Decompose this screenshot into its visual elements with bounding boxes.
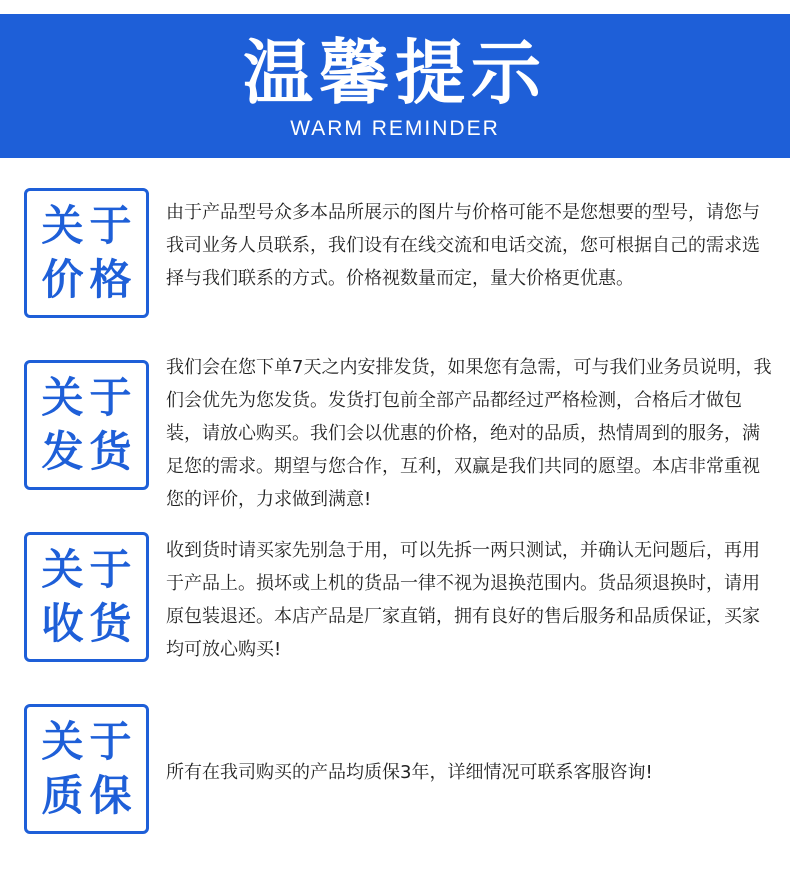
section-label-line1: 关于	[41, 717, 138, 766]
section-label-line1: 关于	[41, 545, 138, 594]
section-label-line2: 质保	[41, 771, 138, 820]
section-text: 所有在我司购买的产品均质保3年，详细情况可联系客服咨询!	[166, 762, 653, 783]
section-text: 我们会在您下单7天之内安排发货，如果您有急需，可与我们业务员说明，我们会优先为您发货。发货打包前全部产品都经过严格检测，合格后才做包装，请放心购买。我们会以优惠的价格，绝对的品质，热情周到的服务，满足您的需求。期望与您合作，互利，双赢是我们共同的愿望。本店非常重视您的评价，力求做到满意!	[166, 357, 772, 510]
section-label-box	[24, 188, 149, 318]
section-label-line2: 发货	[41, 427, 138, 476]
section-text: 收到货时请买家先别急于用，可以先拆一两只测试，并确认无问题后，再用于产品上。损坏或上机的货品一律不视为退换范围内。货品须退换时，请用原包装退还。本店产品是厂家直销，拥有良好的售后服务和品质保证，买家均可放心购买!	[166, 540, 760, 660]
section-text: 由于产品型号众多本品所展示的图片与价格可能不是您想要的型号，请您与我司业务人员联系，我们设有在线交流和电话交流，您可根据自己的需求选择与我们联系的方式。价格视数量而定，量大价格更优惠。	[166, 202, 760, 289]
section-label-line1: 关于	[41, 201, 138, 250]
page-title: 温馨提示	[243, 32, 547, 114]
section-label-box	[24, 360, 149, 490]
section-label-line2: 价格	[41, 255, 138, 304]
section-label-box	[24, 532, 149, 662]
section-label-line2: 收货	[41, 599, 138, 648]
section-label-box	[24, 704, 149, 834]
page-subtitle: WARM REMINDER	[290, 117, 500, 140]
header-banner	[0, 14, 790, 158]
section-label-line1: 关于	[41, 373, 138, 422]
